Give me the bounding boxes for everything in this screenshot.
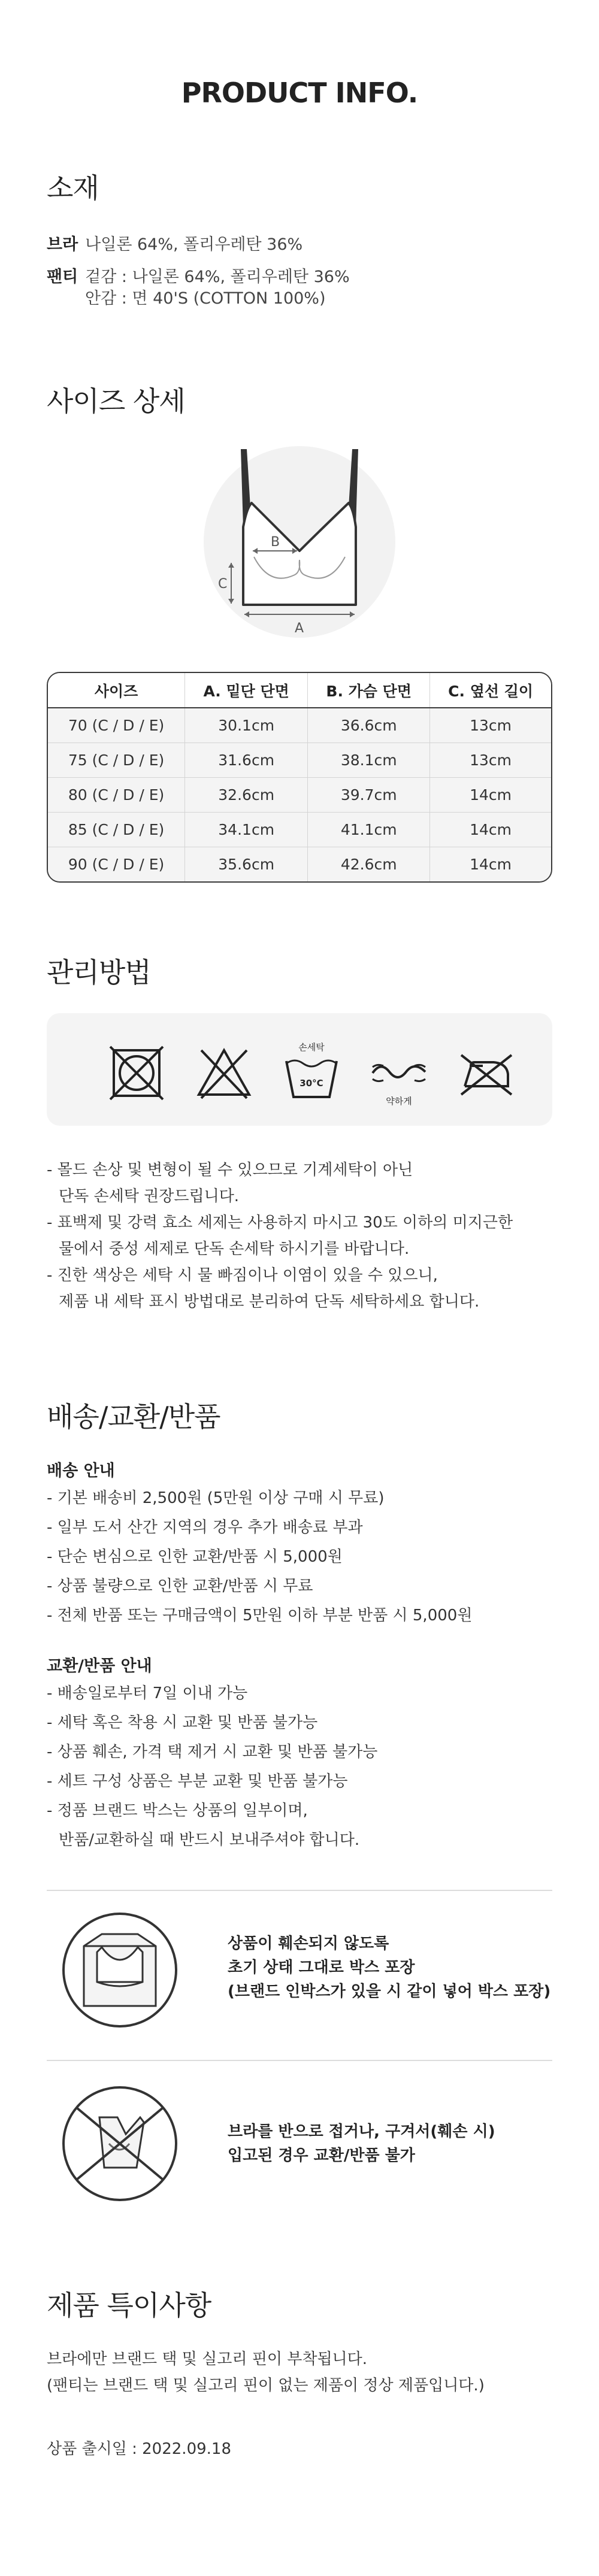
chest-width-cell: 38.1cm [308,743,430,777]
table-row [48,812,551,847]
bra-diagram-svg [192,437,407,641]
material-panty-inner: 안감 : 면 40'S (COTTON 100%) [85,289,326,308]
list-item: - 진한 색상은 세탁 시 물 빠짐이나 이염이 있을 수 있으니, [47,1266,438,1284]
exchange-subheading: 교환/반품 안내 [47,1657,152,1675]
size-detail-heading: 사이즈 상세 [47,385,185,417]
diagram-bg-circle [204,446,395,638]
no-iron-icon [456,1043,516,1103]
delivery-subheading: 배송 안내 [47,1462,115,1480]
size-table-header-row [48,673,551,708]
chest-width-cell: 41.1cm [308,812,430,847]
notes-heading: 제품 특이사항 [47,2289,211,2322]
size-cell: 80 (C / D / E) [48,777,185,812]
box-packing-illustration [60,1910,180,2030]
list-item: 물에서 중성 세제로 단독 손세탁 하시기를 바랍니다. [59,1240,410,1258]
note-line: (팬티는 브랜드 택 및 실고리 핀이 없는 제품이 정상 제품입니다.) [47,2377,485,2395]
list-item: - 일부 도서 산간 지역의 경우 추가 배송료 부과 [47,1519,363,1536]
list-item: 반품/교환하실 때 반드시 보내주셔야 합니다. [59,1831,360,1849]
size-table-header: C. 옆선 길이 [430,673,551,708]
size-cell: 90 (C / D / E) [48,847,185,881]
pack-line: 상품이 훼손되지 않도록 [228,1935,389,1953]
material-panty [47,263,350,287]
pack-line: 초기 상태 그대로 박스 포장 [228,1959,415,1977]
hem-width-cell: 34.1cm [185,812,308,847]
size-cell: 75 (C / D / E) [48,743,185,777]
chest-width-cell: 39.7cm [308,777,430,812]
list-item: - 단순 변심으로 인한 교환/반품 시 5,000원 [47,1548,343,1566]
exchange-list [47,1679,562,1855]
note-line: 브라에만 브랜드 택 및 실고리 핀이 부착됩니다. [47,2350,368,2368]
material-bra-label: 브라 [47,235,78,254]
chest-width-cell: 36.6cm [308,708,430,743]
size-table-header: 사이즈 [48,673,185,708]
box-packing-text [228,1932,550,2004]
release-date: 상품 출시일 : 2022.09.18 [47,2440,231,2458]
divider [47,2060,552,2061]
list-item: - 상품 훼손, 가격 택 제거 시 교환 및 반품 불가능 [47,1743,378,1761]
care-heading: 관리방법 [47,956,151,989]
material-bra [47,231,302,254]
list-item: - 표백제 및 강력 효소 세제는 사용하지 마시고 30도 이하의 미지근한 [47,1214,513,1232]
no-folding-illustration [60,2084,180,2204]
list-item: - 상품 불량으로 인한 교환/반품 시 무료 [47,1577,313,1595]
material-panty-label: 팬티 [47,268,78,286]
side-length-cell: 14cm [430,812,551,847]
material-heading: 소재 [47,172,99,204]
hem-width-cell: 35.6cm [185,847,308,881]
delivery-list [47,1484,562,1631]
b-label: B [271,535,280,550]
table-row [48,847,551,881]
shipping-heading: 배송/교환/반품 [47,1401,220,1433]
hem-width-cell: 30.1cm [185,708,308,743]
size-cell: 85 (C / D / E) [48,812,185,847]
gentle-wring-icon [369,1043,429,1103]
no-folding-text [228,2120,495,2168]
chest-width-cell: 42.6cm [308,847,430,881]
material-bra-value: 나일론 64%, 폴리우레탄 36% [85,235,303,254]
list-item: - 전체 반품 또는 구매금액이 5만원 이하 부분 반품 시 5,000원 [47,1607,473,1625]
hem-width-cell: 31.6cm [185,743,308,777]
page-title: PRODUCT INFO. [181,77,418,109]
hand-wash-label: 손세탁 [298,1042,325,1053]
fold-line: 입고된 경우 교환/반품 불가 [228,2147,415,2165]
list-item: - 배송일로부터 7일 이내 가능 [47,1684,248,1702]
side-length-cell: 14cm [430,777,551,812]
divider [47,1890,552,1891]
list-item: - 정품 브랜드 박스는 상품의 일부이며, [47,1802,308,1820]
size-cell: 70 (C / D / E) [48,708,185,743]
list-item: - 세트 구성 상품은 부분 교환 및 반품 불가능 [47,1772,348,1790]
side-length-cell: 13cm [430,743,551,777]
notes-list [47,2346,485,2399]
a-label: A [295,621,304,636]
gentle-wring-label: 약하게 [386,1096,412,1107]
list-item: - 기본 배송비 2,500원 (5만원 이상 구매 시 무료) [47,1489,385,1507]
no-bleach-icon [194,1043,254,1103]
bra-size-diagram [192,437,407,641]
size-table-header: B. 가슴 단면 [308,673,430,708]
table-row [48,743,551,777]
care-icons-box [47,1013,552,1126]
list-item: - 세탁 혹은 착용 시 교환 및 반품 불가능 [47,1714,318,1732]
list-item: - 몰드 손상 및 변형이 될 수 있으므로 기계세탁이 아닌 [47,1161,413,1179]
size-table-header: A. 밑단 단면 [185,673,308,708]
list-item: 단독 손세탁 권장드립니다. [59,1187,240,1205]
material-panty-outer: 겉감 : 나일론 64%, 폴리우레탄 36% [85,268,350,286]
list-item: 제품 내 세탁 표시 방법대로 분리하여 단독 세탁하세요 합니다. [59,1293,480,1311]
size-table [47,672,552,883]
hand-wash-temp: 30°C [300,1078,323,1089]
care-list [47,1157,562,1315]
no-tumble-dry-icon [107,1043,167,1103]
c-label: C [218,577,228,592]
side-length-cell: 13cm [430,708,551,743]
hem-width-cell: 32.6cm [185,777,308,812]
side-length-cell: 14cm [430,847,551,881]
pack-line: (브랜드 인박스가 있을 시 같이 넣어 박스 포장) [228,1983,551,2001]
fold-line: 브라를 반으로 접거나, 구겨서(훼손 시) [228,2123,495,2141]
table-row [48,777,551,812]
table-row [48,708,551,743]
